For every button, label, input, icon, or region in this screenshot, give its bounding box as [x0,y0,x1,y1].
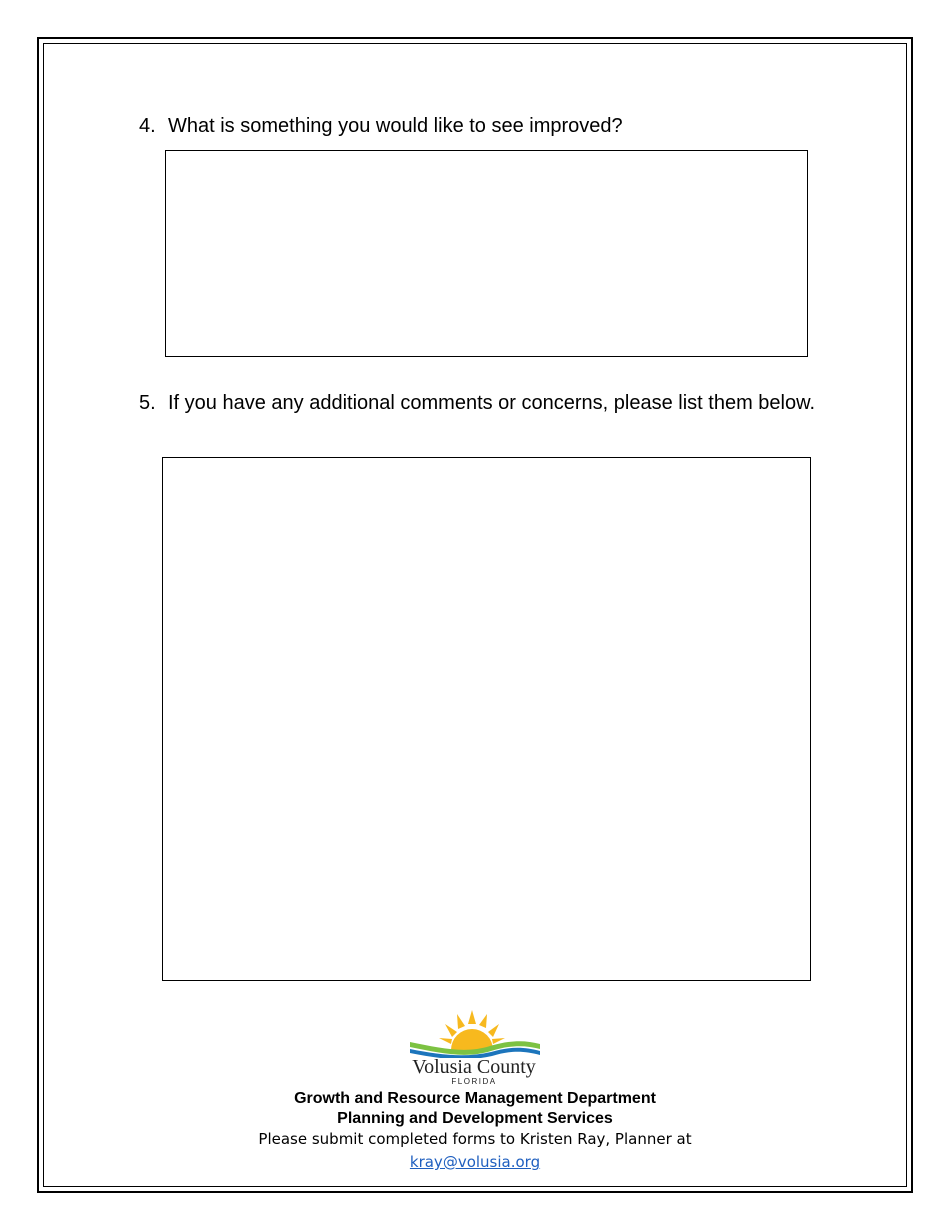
question-4 [139,112,819,140]
question-number: 4. [139,115,156,137]
services-name: Planning and Development Services [337,1110,613,1127]
logo-name: Volusia County [412,1056,536,1078]
answer-box-5[interactable] [162,457,811,981]
question-text: What is something you would like to see improved? [168,115,623,137]
department-name: Growth and Resource Management Department [294,1090,656,1107]
email-container [43,1152,907,1172]
question-number: 5. [139,392,156,414]
submit-instructions: Please submit completed forms to Kristen Ray, Planner at [258,1130,692,1148]
volusia-county-logo [405,1008,545,1088]
question-5 [139,389,819,445]
sun-wave-icon [405,1008,545,1058]
question-text: If you have any additional comments or concerns, please list them below. [168,392,816,414]
answer-box-4[interactable] [165,150,808,357]
email-link[interactable]: kray@volusia.org [409,1153,541,1171]
logo-subtitle: FLORIDA [451,1077,497,1086]
